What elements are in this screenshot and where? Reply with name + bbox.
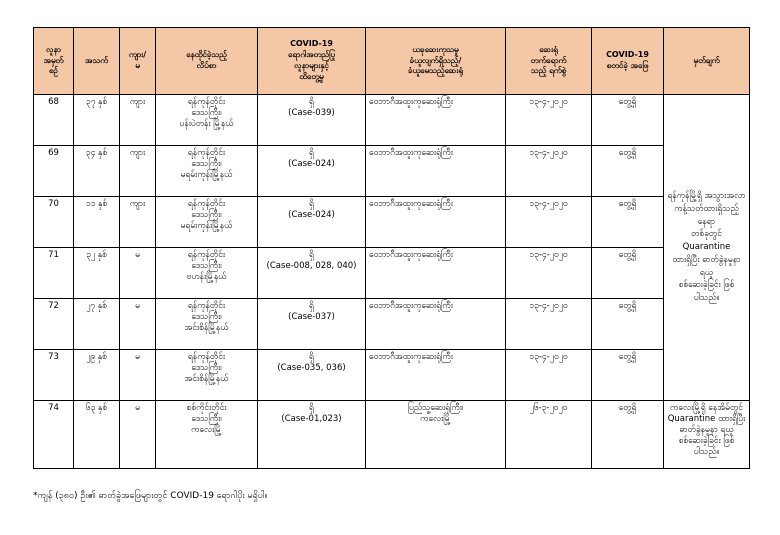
case-number: 73 (34, 350, 74, 401)
contact-cell: ရှိ (Case-024) (258, 146, 366, 197)
address-cell: ရန်ကုန်တိုင်း ဒေသကြီး၊ မရမ်းကုန်းမြို့နယ် (156, 197, 258, 248)
table-row (34, 401, 750, 469)
date-cell: ၁၃-၄-၂၀၂၀ (506, 299, 592, 350)
address-cell: စစ်ကိုင်းတိုင်း ဒေသကြီး၊ ကလေးမြို့ (156, 401, 258, 469)
contact-cell: ရှိ (Case-01,023) (258, 401, 366, 469)
table-row (34, 146, 750, 197)
address-cell: ရန်ကုန်တိုင်း ဒေသကြီး၊ ဗဟန်းမြို့နယ် (156, 248, 258, 299)
remarks-cell: ကလေးမြို့ရှိ နေအိမ်တွင် Quarantine ထားရှိပြီး ဓာတ်ခွဲနမူနာ ရယူ စစ်ဆေးခဲ့ခြင်း ဖြစ်ပါသည်။ (664, 401, 750, 469)
hospital-cell: ဝေဘာဂီအထူးကုဆေးရုံကြီး (366, 299, 506, 350)
hospital-cell: ဝေဘာဂီအထူးကုဆေးရုံကြီး (366, 350, 506, 401)
case-number: 68 (34, 95, 74, 146)
result-cell: တွေ့ရှိ (592, 401, 664, 469)
contact-cell: ရှိ (Case-039) (258, 95, 366, 146)
result-cell: တွေ့ရှိ (592, 197, 664, 248)
hospital-cell: ဝေဘာဂီအထူးကုဆေးရုံကြီး (366, 248, 506, 299)
case-number: 71 (34, 248, 74, 299)
col-header-sex: ကျား/ မ (120, 28, 156, 95)
table-row (34, 248, 750, 299)
contact-cell: ရှိ (Case-037) (258, 299, 366, 350)
col-header-result: COVID-19 စတင်ခဲ့ အဖြေ (592, 28, 664, 95)
age-cell: ၆၃ နှစ် (74, 401, 120, 469)
date-cell: ၁၃-၄-၂၀၂၀ (506, 197, 592, 248)
sex-cell: မ (120, 401, 156, 469)
age-cell: ၃၄ နှစ် (74, 146, 120, 197)
case-number: 70 (34, 197, 74, 248)
table-row (34, 350, 750, 401)
sex-cell: မ (120, 299, 156, 350)
sex-cell: ကျား (120, 95, 156, 146)
col-header-hospital: ယခုဆေးကုသမှု ခံယူလျက်ရှိသည့်/ ခံယူမေသည့်ဆေးရုံ (366, 28, 506, 95)
col-header-date: ဆေးရုံ တက်ရောက် သည့် ရက်စွဲ (506, 28, 592, 95)
date-cell: ၁၃-၄-၂၀၂၀ (506, 350, 592, 401)
table-row (34, 197, 750, 248)
case-number: 72 (34, 299, 74, 350)
col-header-address: နေထိုင်ခဲ့သည့် လိပ်စာ (156, 28, 258, 95)
date-cell: ၂၆-၃-၂၀၂၀ (506, 401, 592, 469)
age-cell: ၃၂ နှစ် (74, 248, 120, 299)
address-cell: ရန်ကုန်တိုင်း ဒေသကြီး၊ မရမ်းကုန်းမြို့နယ် (156, 146, 258, 197)
contact-cell: ရှိ (Case-008, 028, 040) (258, 248, 366, 299)
hospital-cell: ဝေဘာဂီအထူးကုဆေးရုံကြီး (366, 95, 506, 146)
age-cell: ၂၉ နှစ် (74, 350, 120, 401)
address-cell: ရန်ကုန်တိုင်း ဒေသကြီး၊ အင်းစိန်မြို့နယ် (156, 299, 258, 350)
date-cell: ၁၃-၄-၂၀၂၀ (506, 146, 592, 197)
cases-table (33, 27, 750, 469)
age-cell: ၃၇ နှစ် (74, 95, 120, 146)
date-cell: ၁၃-၄-၂၀၂၀ (506, 248, 592, 299)
col-header-contact: COVID-19 ရောဂါအတည်ပြု လူနာများနှင့် ထိတွေ့မှု (258, 28, 366, 95)
result-cell: တွေ့ရှိ (592, 248, 664, 299)
hospital-cell: ပြည်သူ့ဆေးရုံကြီး၊ ကလေးမြို့ (366, 401, 506, 469)
address-cell: ရန်ကုန်တိုင်း ဒေသကြီး၊ ပန်းပဲတန်း မြို့နယ် (156, 95, 258, 146)
col-header-remarks: မှတ်ချက် (664, 28, 750, 95)
footnote: *ကျန် (၃၈၀) ဦး၏ ဓာတ်ခွဲအဖြေများတွင် COVID-19 ရောဂါပိုး မရှိပါ။ (33, 491, 268, 501)
sex-cell: ကျား (120, 197, 156, 248)
sex-cell: မ (120, 248, 156, 299)
address-cell: ရန်ကုန်တိုင်း ဒေသကြီး၊ အင်းစိန်မြို့နယ် (156, 350, 258, 401)
contact-cell: ရှိ (Case-024) (258, 197, 366, 248)
date-cell: ၁၃-၄-၂၀၂၀ (506, 95, 592, 146)
hospital-cell: ဝေဘာဂီအထူးကုဆေးရုံကြီး (366, 146, 506, 197)
table-row (34, 299, 750, 350)
case-number: 69 (34, 146, 74, 197)
contact-cell: ရှိ (Case-035, 036) (258, 350, 366, 401)
age-cell: ၂၇ နှစ် (74, 299, 120, 350)
result-cell: တွေ့ရှိ (592, 95, 664, 146)
result-cell: တွေ့ရှိ (592, 299, 664, 350)
hospital-cell: ဝေဘာဂီအထူးကုဆေးရုံကြီး (366, 197, 506, 248)
result-cell: တွေ့ရှိ (592, 146, 664, 197)
col-header-no: လူနာ အမှတ် စဉ် (34, 28, 74, 95)
case-number: 74 (34, 401, 74, 469)
sex-cell: ကျား (120, 146, 156, 197)
table-row (34, 95, 750, 146)
age-cell: ၁၁ နှစ် (74, 197, 120, 248)
sex-cell: မ (120, 350, 156, 401)
result-cell: တွေ့ရှိ (592, 350, 664, 401)
remarks-cell: ရန်ကုန်မြို့ရှိ အသွားအလာ ကန့်သတ်ထားရှိသည့် နေရာ တစ်ခုတွင် Quarantine ထားရှိပြီး ဓာတ်ခွဲနမူနာ ရယူ စစ်ဆေးခဲ့ခြင်း ဖြစ်ပါသည်။ (664, 95, 750, 401)
table-header (34, 28, 750, 95)
col-header-age: အသက် (74, 28, 120, 95)
